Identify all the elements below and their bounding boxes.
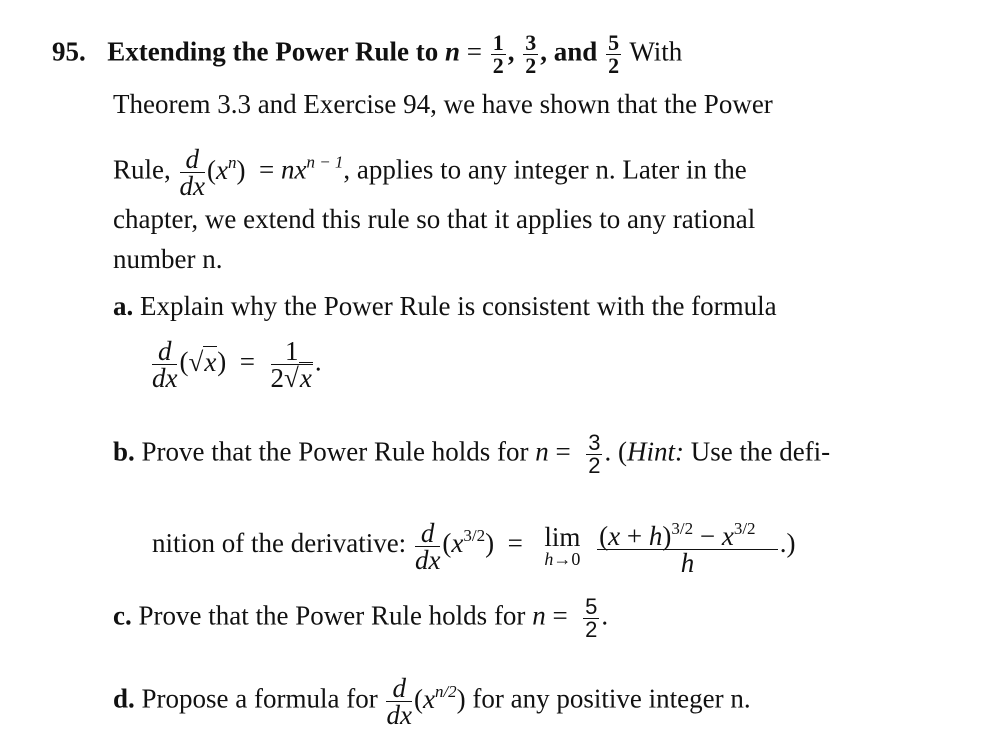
intro-rule: Rule, [113,154,171,185]
part-a-formula: $\frac{d}{dx}$ (√x) = $\frac{1}{2√x}$ . [152,336,322,393]
intro-line-3: Rule, $\frac{d}{dx}$ $(x^n) = nx^{n - 1}$, applies to any integer n. Later in the [113,144,747,201]
intro-line-5: number n. [113,244,223,274]
hint-label: Hint: [626,436,684,467]
part-b-text: Prove that the Power Rule holds for [141,436,529,467]
intro-start: With [629,36,683,67]
title-and: and [553,36,598,67]
part-d-text: Propose a formula for [141,683,378,714]
d-dx-1: $\frac{d}{dx}$ [179,144,205,201]
title-frac-2: $\frac{3}{2}$ [525,30,537,78]
part-b-end: .) [779,528,796,559]
part-c-label: c. [113,600,132,631]
intro-applies: , applies to any integer n. Later in the [343,154,747,185]
part-d-label: d. [113,683,135,714]
part-d: d. Propose a formula for $\frac{d}{dx}$ $(x^{n/2})$ for any positive integer n. [113,673,751,730]
part-d-end: for any positive integer n. [472,683,751,714]
part-b-formula: nition of the derivative: $\frac{d}{dx}$ $(x^{3/2})$ = lim h→0 $\frac{(x + h)^{3/2} - x^{3/2}}{h}$ .) [152,517,796,578]
intro-line-4: chapter, we extend this rule so that it applies to any rational [113,204,756,234]
part-c: c. Prove that the Power Rule holds for n = $\frac{5}{2}$ . [113,594,609,642]
part-b-label: b. [113,436,135,467]
part-b: b. Prove that the Power Rule holds for n = $\frac{3}{2}$ . (Hint: Use the defi- [113,430,831,478]
problem-title: 95. Extending the Power Rule to n = $\frac{1}{2}$ , $\frac{3}{2}$ , and $\frac{5}{2}$ With [52,30,683,78]
problem-number: 95. [52,36,86,67]
part-a [113,290,777,322]
hint-text: Use the defi- [690,436,831,467]
title-var: n [445,36,461,67]
part-a-text: Explain why the Power Rule is consistent with the formula [140,291,777,321]
title-text: Extending the Power Rule to [107,36,439,67]
part-b-line2: nition of the derivative: [152,528,407,559]
part-c-text: Prove that the Power Rule holds for [138,600,526,631]
title-frac-1: $\frac{1}{2}$ [492,30,504,78]
part-a-label: a. [113,291,134,321]
title-frac-3: $\frac{5}{2}$ [608,30,620,78]
intro-line-2: Theorem 3.3 and Exercise 94, we have shown that the Power [113,89,773,119]
